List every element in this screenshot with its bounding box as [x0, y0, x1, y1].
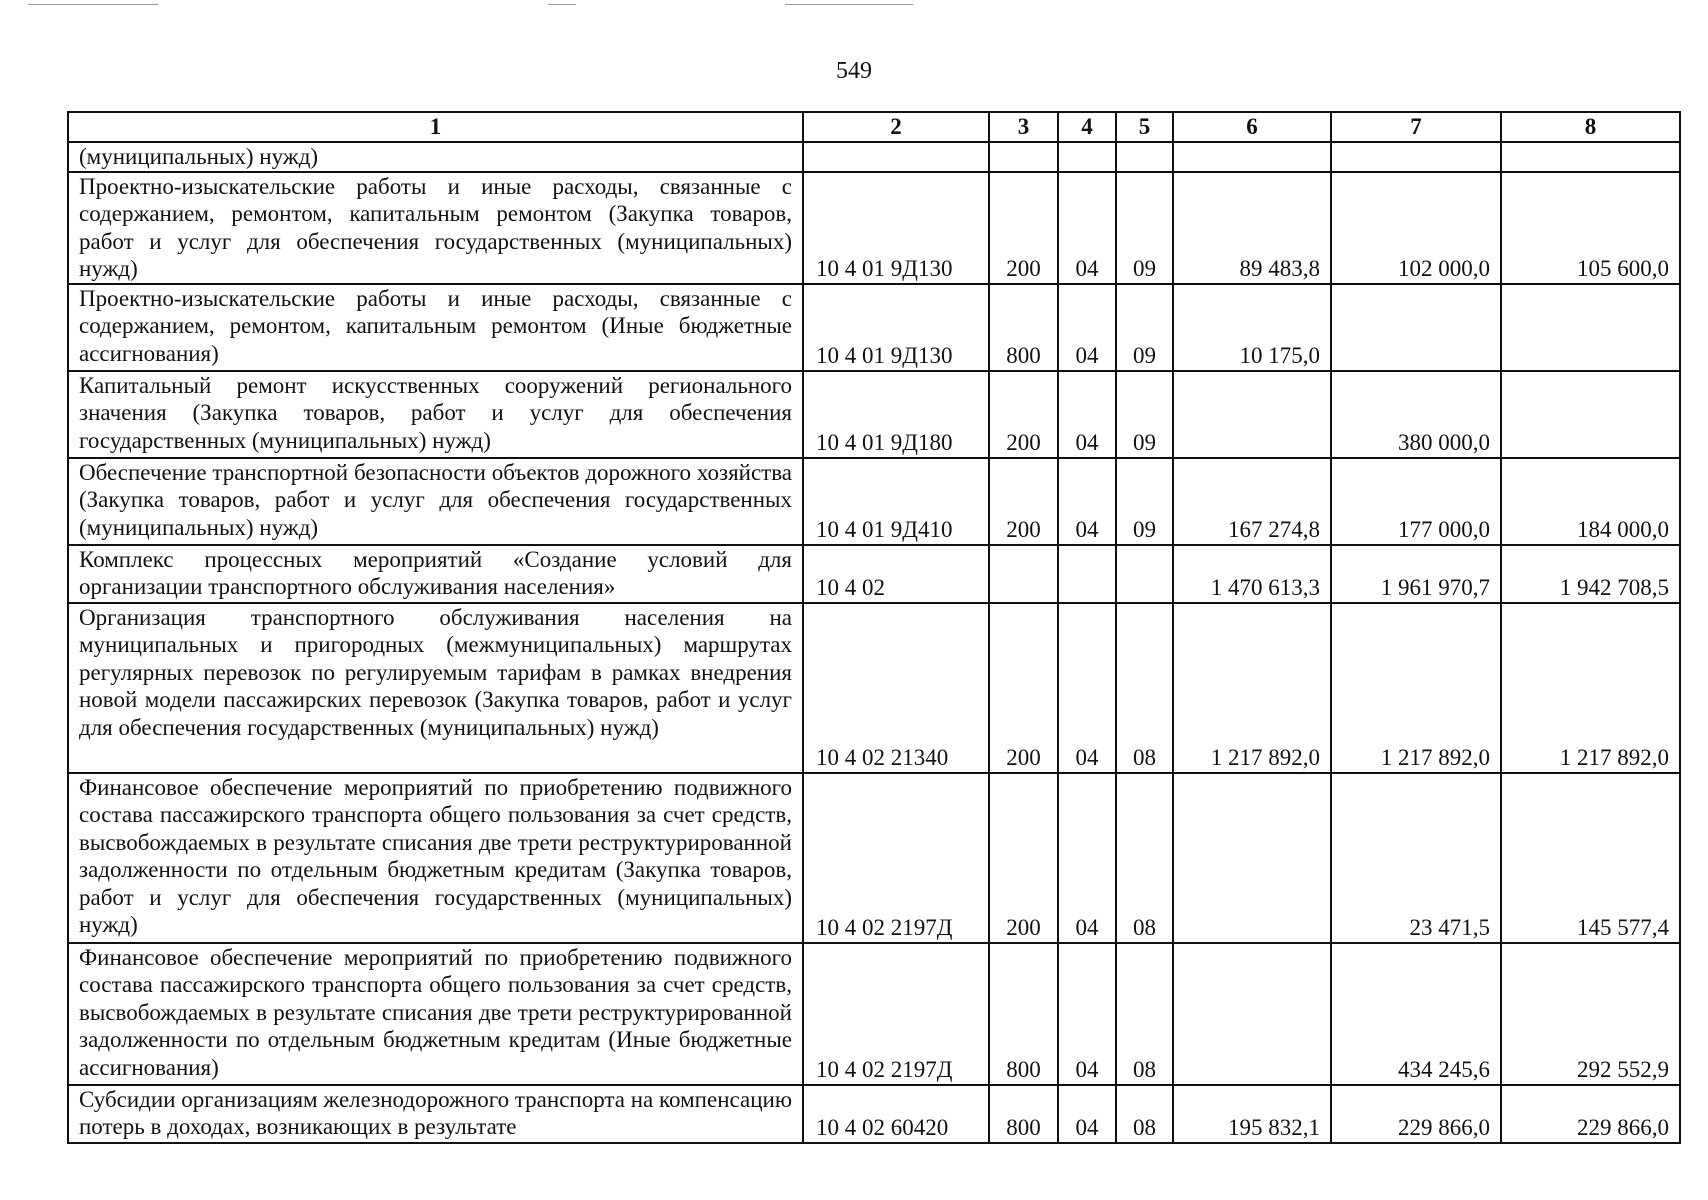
- row-col-3: 200: [989, 371, 1058, 458]
- row-value-8: 229 866,0: [1501, 1085, 1680, 1143]
- row-value-8: 1 217 892,0: [1501, 603, 1680, 773]
- row-code: 10 4 02 21340: [803, 603, 989, 773]
- table-row: [68, 943, 1680, 1085]
- row-value-8: [1501, 142, 1680, 172]
- row-col-4: 04: [1058, 172, 1116, 284]
- scan-edge-line-left: [28, 4, 158, 5]
- row-col-3: [989, 545, 1058, 603]
- row-code: 10 4 02 60420: [803, 1085, 989, 1143]
- row-col-5: 09: [1116, 284, 1173, 371]
- row-value-8: 1 942 708,5: [1501, 545, 1680, 603]
- row-value-6: 1 217 892,0: [1173, 603, 1331, 773]
- row-col-3: [989, 142, 1058, 172]
- row-col-4: 04: [1058, 1085, 1116, 1143]
- row-col-5: 09: [1116, 371, 1173, 458]
- table-row: [68, 142, 1680, 172]
- header-row: [68, 112, 1680, 142]
- row-name: Проектно-изыскательские работы и иные расходы, связанные с содержанием, ремонтом, капитальным ремонтом (Закупка товаров, работ и услуг для обеспечения государственных (муниципальных) нужд): [68, 172, 803, 284]
- row-name: Финансовое обеспечение мероприятий по приобретению подвижного состава пассажирского транспорта общего пользования за счет средств, высвобождаемых в результате списания две трети реструктурированной задолженности по отдельным бюджетным кредитам (Закупка товаров, работ и услуг для обеспечения государственных (муниципальных) нужд): [68, 773, 803, 943]
- row-col-5: 09: [1116, 172, 1173, 284]
- row-name: Проектно-изыскательские работы и иные расходы, связанные с содержанием, ремонтом, капитальным ремонтом (Иные бюджетные ассигнования): [68, 284, 803, 371]
- row-value-6: [1173, 943, 1331, 1085]
- scan-edge-line-middle: [548, 4, 576, 5]
- row-col-4: [1058, 545, 1116, 603]
- row-code: 10 4 01 9Д130: [803, 284, 989, 371]
- row-code: [803, 142, 989, 172]
- row-name: Финансовое обеспечение мероприятий по приобретению подвижного состава пассажирского транспорта общего пользования за счет средств, высвобождаемых в результате списания две трети реструктурированной задолженности по отдельным бюджетным кредитам (Иные бюджетные ассигнования): [68, 943, 803, 1085]
- row-name: Субсидии организациям железнодорожного транспорта на компенсацию потерь в доходах, возникающих в результате: [68, 1085, 803, 1143]
- row-name: Обеспечение транспортной безопасности объектов дорожного хозяйства (Закупка товаров, работ и услуг для обеспечения государственных (муниципальных) нужд): [68, 458, 803, 545]
- row-value-7: 177 000,0: [1331, 458, 1501, 545]
- row-value-8: [1501, 284, 1680, 371]
- row-col-5: 08: [1116, 1085, 1173, 1143]
- row-value-6: 89 483,8: [1173, 172, 1331, 284]
- row-code: 10 4 01 9Д130: [803, 172, 989, 284]
- row-col-5: 09: [1116, 458, 1173, 545]
- budget-table: [67, 111, 1681, 1144]
- row-col-3: 800: [989, 284, 1058, 371]
- row-name: (муниципальных) нужд): [68, 142, 803, 172]
- table-row: [68, 172, 1680, 284]
- row-col-4: [1058, 142, 1116, 172]
- row-col-5: 08: [1116, 943, 1173, 1085]
- row-value-7: 434 245,6: [1331, 943, 1501, 1085]
- row-value-7: [1331, 142, 1501, 172]
- table-row: [68, 545, 1680, 603]
- row-code: 10 4 01 9Д410: [803, 458, 989, 545]
- row-value-6: [1173, 371, 1331, 458]
- table-row: [68, 371, 1680, 458]
- table-row: [68, 603, 1680, 773]
- row-code: 10 4 01 9Д180: [803, 371, 989, 458]
- row-name: Капитальный ремонт искусственных сооружений регионального значения (Закупка товаров, работ и услуг для обеспечения государственных (муниципальных) нужд): [68, 371, 803, 458]
- row-name: Организация транспортного обслуживания населения на муниципальных и пригородных (межмуниципальных) маршрутах регулярных перевозок по регулируемым тарифам в рамках внедрения новой модели пассажирских перевозок (Закупка товаров, работ и услуг для обеспечения государственных (муниципальных) нужд): [68, 603, 803, 773]
- row-value-8: 184 000,0: [1501, 458, 1680, 545]
- scan-edge-line-right: [785, 4, 913, 5]
- row-col-3: 200: [989, 773, 1058, 943]
- row-value-6: 167 274,8: [1173, 458, 1331, 545]
- row-value-8: 145 577,4: [1501, 773, 1680, 943]
- row-name: Комплекс процессных мероприятий «Создание условий для организации транспортного обслуживания населения»: [68, 545, 803, 603]
- row-value-8: [1501, 371, 1680, 458]
- row-col-4: 04: [1058, 603, 1116, 773]
- row-col-3: 200: [989, 458, 1058, 545]
- row-col-4: 04: [1058, 284, 1116, 371]
- row-col-5: [1116, 142, 1173, 172]
- row-value-6: 195 832,1: [1173, 1085, 1331, 1143]
- row-value-7: 229 866,0: [1331, 1085, 1501, 1143]
- row-code: 10 4 02 2197Д: [803, 943, 989, 1085]
- row-col-4: 04: [1058, 773, 1116, 943]
- header-col-8: 8: [1501, 112, 1680, 142]
- row-col-4: 04: [1058, 458, 1116, 545]
- header-col-6: 6: [1173, 112, 1331, 142]
- row-value-7: 1 217 892,0: [1331, 603, 1501, 773]
- row-value-8: 105 600,0: [1501, 172, 1680, 284]
- row-value-6: [1173, 773, 1331, 943]
- header-col-5: 5: [1116, 112, 1173, 142]
- page-number: 549: [836, 58, 872, 84]
- row-value-7: 1 961 970,7: [1331, 545, 1501, 603]
- row-code: 10 4 02: [803, 545, 989, 603]
- table-row: [68, 1085, 1680, 1143]
- row-value-7: 102 000,0: [1331, 172, 1501, 284]
- row-col-5: 08: [1116, 603, 1173, 773]
- row-col-3: 800: [989, 1085, 1058, 1143]
- row-col-5: [1116, 545, 1173, 603]
- row-col-5: 08: [1116, 773, 1173, 943]
- header-col-4: 4: [1058, 112, 1116, 142]
- table-row: [68, 284, 1680, 371]
- row-col-3: 200: [989, 603, 1058, 773]
- row-col-4: 04: [1058, 371, 1116, 458]
- row-value-6: 10 175,0: [1173, 284, 1331, 371]
- row-value-8: 292 552,9: [1501, 943, 1680, 1085]
- header-col-1: 1: [68, 112, 803, 142]
- row-value-7: [1331, 284, 1501, 371]
- header-col-2: 2: [803, 112, 989, 142]
- row-value-6: [1173, 142, 1331, 172]
- row-col-3: 200: [989, 172, 1058, 284]
- row-value-7: 380 000,0: [1331, 371, 1501, 458]
- row-value-6: 1 470 613,3: [1173, 545, 1331, 603]
- row-col-3: 800: [989, 943, 1058, 1085]
- table-row: [68, 773, 1680, 943]
- header-col-7: 7: [1331, 112, 1501, 142]
- row-value-7: 23 471,5: [1331, 773, 1501, 943]
- row-code: 10 4 02 2197Д: [803, 773, 989, 943]
- header-col-3: 3: [989, 112, 1058, 142]
- table-row: [68, 458, 1680, 545]
- row-col-4: 04: [1058, 943, 1116, 1085]
